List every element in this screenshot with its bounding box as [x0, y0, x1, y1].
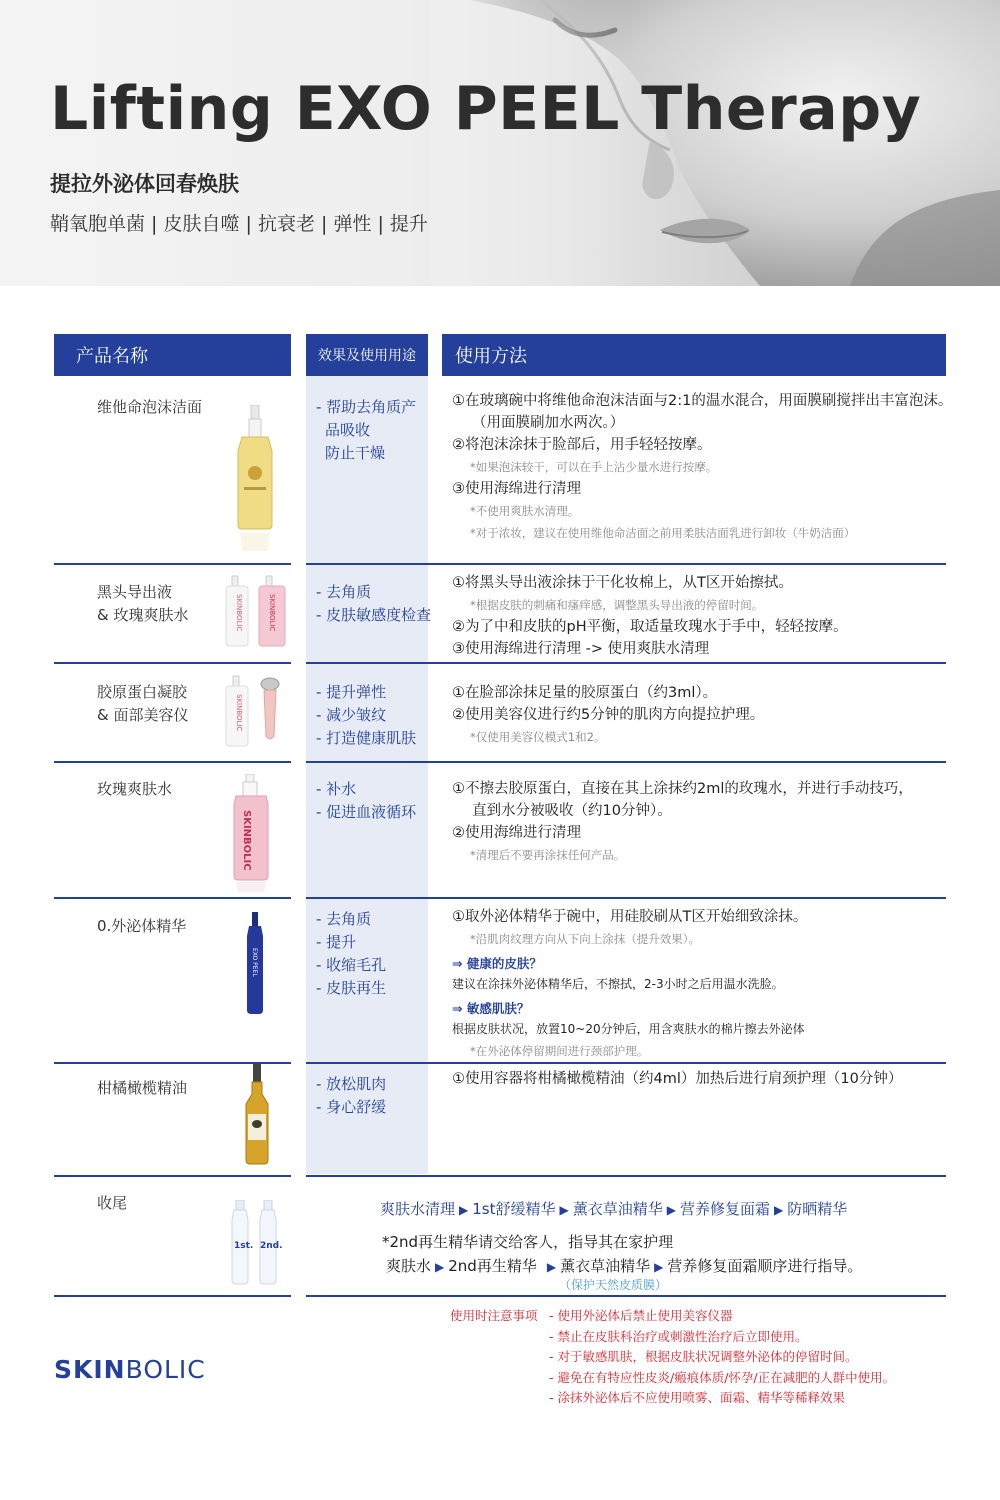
- svg-text:SKINBOLIC: SKINBOLIC: [235, 594, 243, 632]
- row-divider: [54, 897, 291, 899]
- healthy-skin-label: ⇒ 健康的皮肤？: [452, 956, 542, 971]
- product-name-collagen-device: 胶原蛋白凝胶 & 面部美容仪: [97, 683, 189, 724]
- row-divider: [54, 1175, 291, 1177]
- row-divider: [306, 897, 946, 899]
- effects-rose-toner: - 补水 - 促进血液循环: [316, 780, 417, 821]
- svg-text:SKINBOLIC: SKINBOLIC: [235, 694, 243, 732]
- effects-collagen-device: - 提升弹性 - 减少皱纹 - 打造健康肌肤: [316, 683, 417, 747]
- finishing-sequence-2: 爽肤水 ▶ 2nd再生精华 ▶ 薰衣草油精华 ▶ 营养修复面霜顺序进行指导。: [386, 1257, 863, 1275]
- caution-item: - 使用外泌体后禁止使用美容仪器: [549, 1308, 733, 1323]
- product-name-finishing: 收尾: [97, 1194, 128, 1212]
- citrus-olive-oil-bottle-image: [242, 1064, 272, 1168]
- caution-label: 使用时注意事项: [450, 1308, 538, 1323]
- blackhead-rose-bottles-image: [224, 574, 288, 656]
- row-divider: [306, 1295, 946, 1297]
- row-divider: [306, 1175, 946, 1177]
- hero-tags: 鞘氧胞单菌 | 皮肤自噬 | 抗衰老 | 弹性 | 提升: [50, 213, 428, 235]
- method-vitamin-foam: ①在玻璃碗中将维他命泡沫洁面与2:1的温水混合，用面膜刷搅拌出丰富泡沫。 （用面膜刷加水两次。） ②将泡沫涂抹于脸部后，用手轻轻按摩。 *如果泡沫较干，可以在手上沾少量水进行按摩。 ③使用海绵进行清理 *不使用爽肤水清理。 *对于浓妆，建议在使用维他命洁面之前用柔肤洁面乳进行卸妆（牛奶洁面）: [452, 393, 953, 540]
- rose-toner-bottle-image: [228, 774, 274, 894]
- header-product-name: 产品名称: [54, 334, 291, 376]
- effects-vitamin-foam: - 帮助去角质产 品吸收 防止干燥: [316, 398, 417, 462]
- hero-subtitle: 提拉外泌体回春焕肤: [50, 172, 239, 196]
- svg-text:SKINBOLIC: SKINBOLIC: [241, 810, 252, 871]
- sensitive-skin-label: ⇒ 敏感肌肤？: [452, 1001, 530, 1016]
- svg-text:SKINBOLIC: SKINBOLIC: [268, 594, 276, 632]
- row-divider: [306, 662, 946, 664]
- row-divider: [54, 1295, 291, 1297]
- arrow-right-icon: ▶: [559, 1203, 569, 1217]
- effects-citrus-olive-oil: - 放松肌肉 - 身心舒缓: [316, 1075, 387, 1116]
- collagen-device-image: [224, 674, 288, 756]
- row-divider: [306, 1062, 946, 1064]
- hero-banner: [0, 0, 1000, 286]
- method-exosome-essence: ①取外泌体精华于碗中，用硅胶刷从T区开始细致涂抹。 *沿肌肉纹理方向从下向上涂抹（提升效果）。 ⇒ 健康的皮肤？ 建议在涂抹外泌体精华后，不擦拭，2-3小时之后用温水洗脸。 ⇒ 敏感肌肤？ 根据皮肤状况，放置10~20分钟后，用含爽肤水的棉片擦去外泌体 *在外泌体停留期间进行颈部护理。: [452, 906, 947, 1062]
- product-name-citrus-olive-oil: 柑橘橄榄精油: [97, 1079, 188, 1097]
- hero-title: Lifting EXO PEEL Therapy: [50, 74, 922, 144]
- finishing-ampoules-image: [230, 1200, 284, 1290]
- svg-text:2nd.: 2nd.: [260, 1241, 283, 1251]
- header-method: 使用方法: [442, 334, 946, 376]
- method-blackhead-rose: ①将黑头导出液涂抹于干化妆棉上，从T区开始擦拭。 *根据皮肤的刺痛和瘙痒感，调整黑头导出液的停留时间。 ②为了中和皮肤的pH平衡，取适量玫瑰水于手中，轻轻按摩。 ③使用海绵进行清理 -> 使用爽肤水清理: [452, 575, 848, 657]
- method-collagen-device: ①在脸部涂抹足量的胶原蛋白（约3ml）。 ②使用美容仪进行约5分钟的肌肉方向提拉护理。 *仅使用美容仪模式1和2。: [452, 685, 765, 744]
- row-divider: [54, 662, 291, 664]
- arrow-right-icon: ▶: [774, 1203, 784, 1217]
- arrow-right-icon: ▶: [546, 1260, 557, 1274]
- arrow-right-icon: ▶: [666, 1203, 676, 1217]
- svg-text:1st.: 1st.: [234, 1241, 254, 1251]
- row-divider: [306, 563, 946, 565]
- row-divider: [306, 761, 946, 763]
- caution-item: - 避免在有特应性皮炎/瘢痕体质/怀孕/正在减肥的人群中使用。: [549, 1369, 896, 1385]
- exosome-ampoule-image: [240, 912, 270, 1018]
- method-citrus-olive-oil: ①使用容器将柑橘橄榄精油（约4ml）加热后进行肩颈护理（10分钟）: [452, 1071, 903, 1087]
- vitamin-foam-bottle-image: [232, 405, 278, 555]
- caution-item: - 禁止在皮肤科治疗或刺激性治疗后立即使用。: [549, 1328, 808, 1344]
- finishing-note: *2nd再生精华请交给客人，指导其在家护理: [382, 1233, 674, 1251]
- effects-blackhead-rose: - 去角质 - 皮肤敏感度检查: [316, 583, 432, 624]
- product-name-blackhead-rose: 黑头导出液 & 玫瑰爽肤水: [97, 583, 189, 624]
- product-name-exosome-essence: 0.外泌体精华: [97, 917, 187, 935]
- caution-item: - 对于敏感肌肤，根据皮肤状况调整外泌体的停留时间。: [549, 1349, 858, 1364]
- finishing-sequence-1: 爽肤水清理 ▶ 1st舒缓精华 ▶ 薰衣草油精华 ▶ 营养修复面霜 ▶ 防晒精华: [380, 1200, 848, 1218]
- caution-item: - 涂抹外泌体后不应使用喷雾、面霜、精华等稀释效果: [549, 1390, 845, 1405]
- protect-sebum-note: （保护天然皮质膜）: [559, 1278, 668, 1292]
- effects-exosome-essence: - 去角质 - 提升 - 收缩毛孔 - 皮肤再生: [316, 910, 387, 997]
- row-divider: [54, 563, 291, 565]
- arrow-right-icon: ▶: [435, 1260, 445, 1274]
- product-name-vitamin-foam: 维他命泡沫洁面: [97, 398, 203, 416]
- header-effect: 效果及使用用途: [306, 334, 428, 376]
- brand-logo: SKINBOLIC: [54, 1355, 206, 1384]
- row-divider: [54, 761, 291, 763]
- arrow-right-icon: ▶: [459, 1203, 469, 1217]
- product-name-rose-toner: 玫瑰爽肤水: [97, 780, 173, 798]
- svg-text:EXO PEEL: EXO PEEL: [251, 948, 258, 977]
- caution-list: [549, 1306, 895, 1409]
- method-rose-toner: ①不擦去胶原蛋白，直接在其上涂抹约2ml的玫瑰水，并进行手动技巧， 直到水分被吸收（约10分钟）。 ②使用海绵进行清理 *清理后不要再涂抹任何产品。: [452, 781, 913, 862]
- effect-column-background: [306, 376, 428, 1174]
- arrow-right-icon: ▶: [654, 1260, 664, 1274]
